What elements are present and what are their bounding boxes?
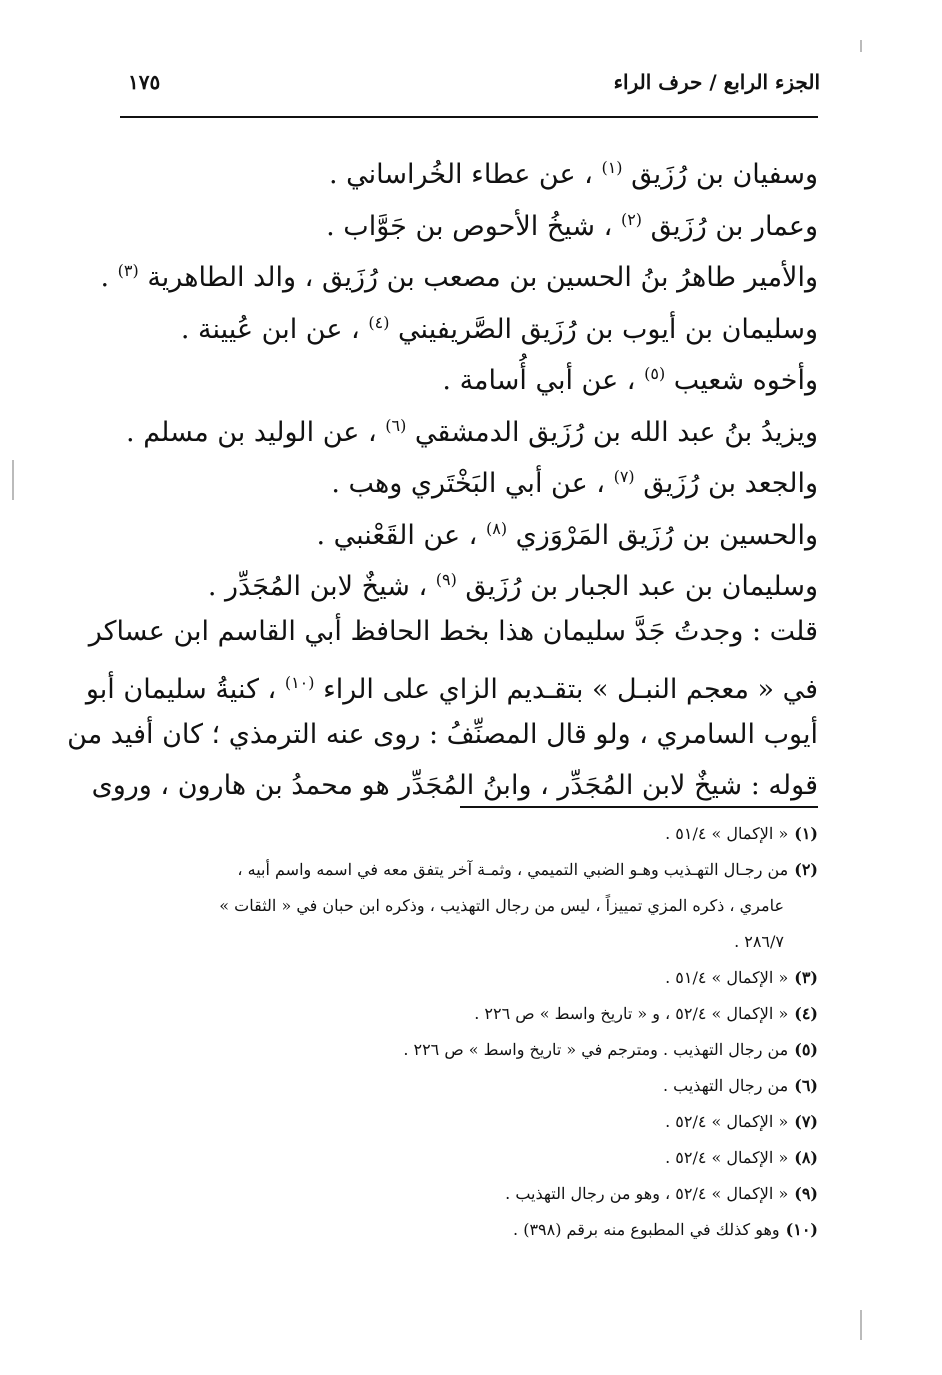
text-line: وعمار بن رُزَيق $^{(٢)}$ ، شيخُ الأحوص بن جَوَّاب . <box>326 209 818 242</box>
footnotes <box>118 816 818 1248</box>
main-text <box>67 142 818 812</box>
footnote-text: من رجال التهذيب . <box>662 1076 789 1095</box>
footnote-number: (٢) <box>794 860 818 879</box>
text-line: قوله : شيخٌ لابن المُجَدِّر ، وابنُ المُجَدِّر هو محمدُ بن هارون ، وروى <box>91 770 818 801</box>
footnote-ref: (٨) <box>485 518 508 538</box>
footnote-number: (٨) <box>794 1148 818 1167</box>
footnote-number: (٤) <box>794 1004 818 1023</box>
footnote-text: « الإكمال » ٥٢/٤ . <box>665 1112 789 1131</box>
footnote-separator <box>460 806 818 808</box>
text-line: قلت : وجدتُ جَدَّ سليمان هذا بخط الحافظ أبي القاسم ابن عساكر <box>88 615 818 647</box>
footnote-number: (١) <box>794 824 818 843</box>
footnote-number: (١٠) <box>785 1220 818 1239</box>
footnote-text: « الإكمال » ٥٢/٤ ، و « تاريخ واسط » ص ٢٢٦ . <box>474 1004 789 1023</box>
footnote <box>118 1068 818 1104</box>
footnote-ref: (٣) <box>117 261 139 280</box>
footnote-number: (٩) <box>794 1184 818 1203</box>
text-line: والحسين بن رُزَيق المَرْوَزي $^{(٨)}$ ، عن القَعْنبي . <box>316 518 818 551</box>
footnote-ref: (٦) <box>385 415 407 435</box>
text-line: وأخوه شعيب $^{(٥)}$ ، عن أبي أُسامة . <box>442 364 818 396</box>
text-line: والأمير طاهرُ بنُ الحسين بن مصعب بن رُزَيق ، والد الطاهرية $^{(٣)}$ . <box>100 261 818 293</box>
footnote <box>118 1104 818 1140</box>
text-line: وسليمان بن عبد الجبار بن رُزَيق $^{(٩)}$ ، شيخٌ لابن المُجَدِّر . <box>207 570 818 602</box>
text-line: وسليمان بن أيوب بن رُزَيق الصَّريفيني $^{(٤)}$ ، عن ابن عُيينة . <box>180 312 818 345</box>
page-number: ١٧٥ <box>128 70 161 94</box>
footnote-text: من رجـال التهـذيب وهـو الضبي التميمي ، وثمـة آخر يتفق معه في اسمه واسم أبيه ، <box>237 860 789 879</box>
footnote-ref: (٢) <box>620 209 643 229</box>
scan-edge-mark <box>860 40 862 52</box>
footnote <box>118 996 818 1032</box>
footnote <box>118 1140 818 1176</box>
footnote-number: (٧) <box>794 1112 818 1131</box>
footnote-ref: (٥) <box>644 364 666 383</box>
header-title: الجزء الرابع / حرف الراء <box>613 70 820 94</box>
scan-edge-mark <box>12 460 14 500</box>
footnote-number: (٣) <box>794 968 818 987</box>
footnote-ref: (١٠) <box>284 673 315 692</box>
footnote-number: (٦) <box>794 1076 818 1095</box>
footnote-text: وهو كذلك في المطبوع منه برقم (٣٩٨) . <box>513 1220 780 1239</box>
footnote-continuation: عامري ، ذكره المزي تمييزاً ، ليس من رجال التهذيب ، وذكره ابن حبان في « الثقات » <box>219 896 784 915</box>
footnote <box>118 960 818 996</box>
running-header <box>120 70 820 104</box>
text-line: في « معجم النبـل » بتقـديم الزاي على الراء $^{(١٠)}$ ، كنيةُ سليمان أبو <box>85 673 818 705</box>
text-line: وسفيان بن رُزَيق $^{(١)}$ ، عن عطاء الخُراساني . <box>328 158 818 190</box>
footnote-text: « الإكمال » ٥١/٤ . <box>665 968 789 987</box>
scan-edge-mark <box>860 1310 862 1340</box>
footnote <box>118 1032 818 1068</box>
header-rule <box>120 116 818 118</box>
footnote-text: « الإكمال » ٥٢/٤ . <box>665 1148 789 1167</box>
text-line: والجعد بن رُزَيق $^{(٧)}$ ، عن أبي البَخْتَري وهب . <box>331 467 818 499</box>
footnote-ref: (٧) <box>613 467 635 486</box>
footnote-ref: (١) <box>601 158 623 177</box>
footnote <box>118 852 818 888</box>
text-line: أيوب السامري ، ولو قال المصنِّفُ : روى عنه الترمذي ؛ كان أفيد من <box>67 718 818 750</box>
footnote-number: (٥) <box>794 1040 818 1059</box>
text-line: ويزيدُ بنُ عبد الله بن رُزَيق الدمشقي $^{(٦)}$ ، عن الوليد بن مسلم . <box>126 415 818 448</box>
footnote-text: « الإكمال » ٥٢/٤ ، وهو من رجال التهذيب . <box>505 1184 789 1203</box>
footnote <box>118 1176 818 1212</box>
footnote-text: « الإكمال » ٥١/٤ . <box>665 824 789 843</box>
footnote-text: من رجال التهذيب . ومترجم في « تاريخ واسط » ص ٢٢٦ . <box>403 1040 789 1059</box>
footnote-ref: (٩) <box>435 570 457 589</box>
footnote <box>118 816 818 852</box>
footnote-continuation: ٢٨٦/٧ . <box>734 932 784 951</box>
footnote-ref: (٤) <box>368 312 390 332</box>
footnote <box>118 1212 818 1248</box>
